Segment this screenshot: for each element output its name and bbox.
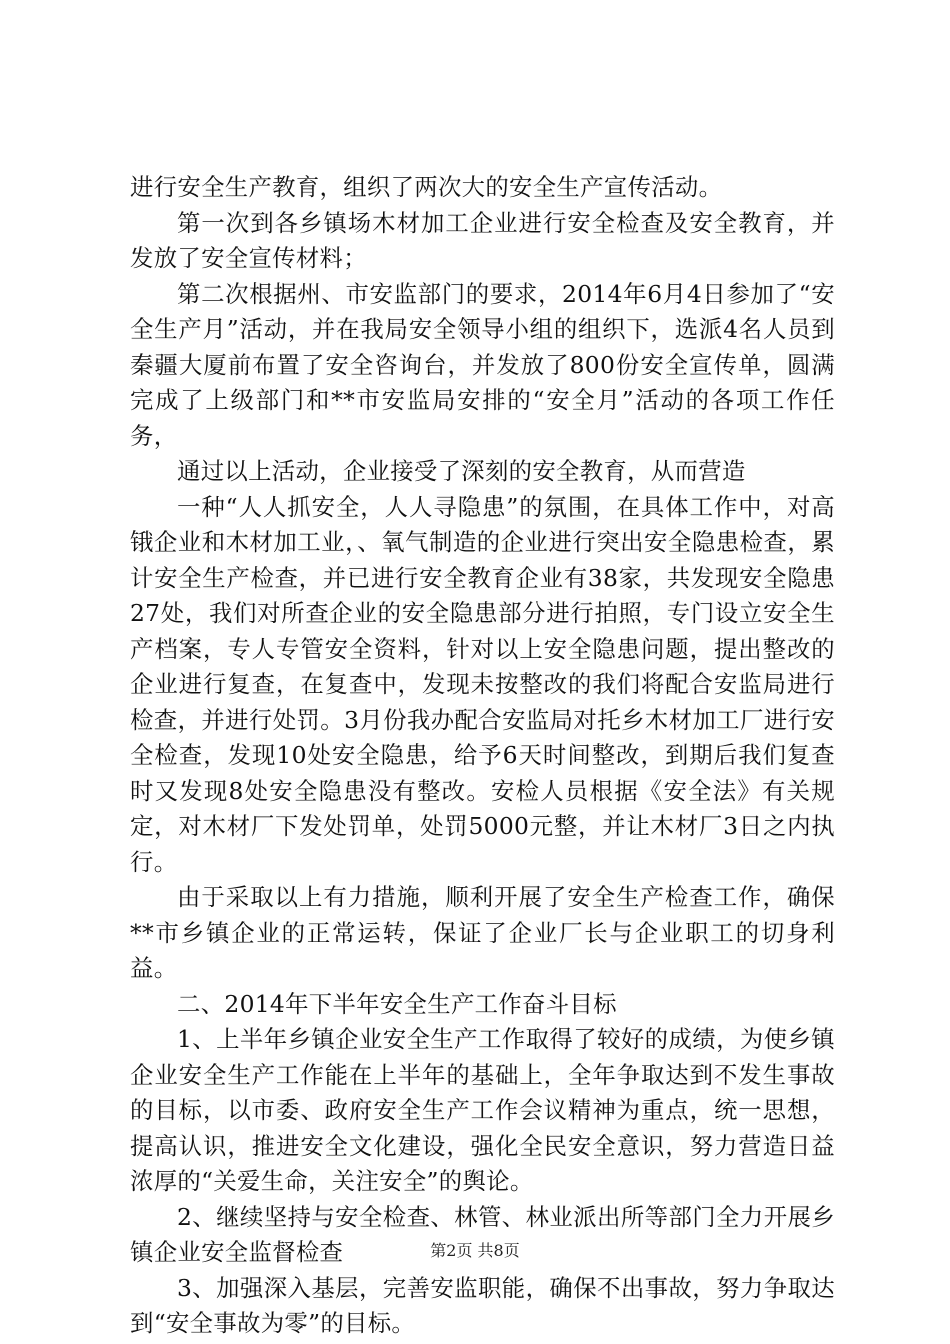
- goal-item-1: 1、上半年乡镇企业安全生产工作取得了较好的成绩，为使乡镇企业安全生产工作能在上半年的基础上，全年争取达到不发生事故的目标，以市委、政府安全生产工作会议精神为重点，统一思想，提高认识，推进安全文化建设，强化全民安全意识，努力营造日益浓厚的“关爱生命，关注安全”的舆论。: [130, 1025, 835, 1195]
- paragraph-continuation: 进行安全生产教育，组织了两次大的安全生产宣传活动。: [130, 173, 723, 201]
- document-body: [130, 170, 835, 1342]
- paragraph-measures-outcome: 由于采取以上有力措施，顺利开展了安全生产检查工作，确保**市乡镇企业的正常运转，保证了企业厂长与企业职工的切身利益。: [130, 883, 835, 982]
- paragraph-first-activity: 第一次到各乡镇场木材加工企业进行安全检查及安全教育，并发放了安全宣传材料；: [130, 208, 835, 272]
- page-footer: [0, 1241, 950, 1261]
- page-number: 第2页 共8页: [430, 1241, 520, 1260]
- paragraph-second-activity: 第二次根据州、市安监部门的要求，2014年6月4日参加了“安全生产月”活动，并在我局安全领导小组的组织下，选派4名人员到秦疆大厦前布置了安全咨询台，并发放了800份安全宣传单，圆满完成了上级部门和**市安监局安排的“安全月”活动的各项工作任务，: [130, 279, 835, 450]
- goal-item-2: 2、继续坚持与安全检查、林管、林业派出所等部门全力开展乡镇企业安全监督检查: [130, 1202, 835, 1266]
- section-heading-goals: 二、2014年下半年安全生产工作奋斗目标: [177, 989, 617, 1018]
- goal-item-3: 3、加强深入基层，完善安监职能，确保不出事故，努力争取达到“安全事故为零”的目标。: [130, 1273, 835, 1337]
- paragraph-inspection-details: 一种“人人抓安全，人人寻隐患”的氛围，在具体工作中，对高锇企业和木材加工业，、氧气制造的企业进行突出安全隐患检查，累计安全生产检查，并已进行安全教育企业有38家，共发现安全隐患27处，我们对所查企业的安全隐患部分进行拍照，专门设立安全生产档案，专人专管安全资料，针对以上安全隐患问题，提出整改的企业进行复查，在复查中，发现未按整改的我们将配合安监局进行检查，并进行处罚。3月份我办配合安监局对托乡木材加工厂进行安全检查，发现10处安全隐患，给予6天时间整改，到期后我们复查时又发现8处安全隐患没有整改。安检人员根据《安全法》有关规定，对木材厂下发处罚单，处罚5000元整，并让木材厂3日之内执行。: [130, 492, 835, 876]
- paragraph-activity-result: 通过以上活动，企业接受了深刻的安全教育，从而营造: [177, 457, 746, 485]
